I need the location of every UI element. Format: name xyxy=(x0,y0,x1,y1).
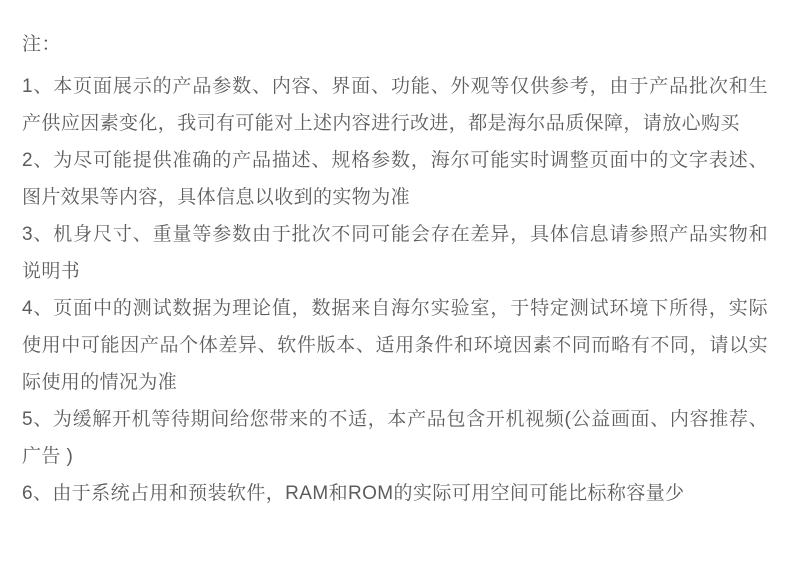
list-item: 5、为缓解开机等待期间给您带来的不适，本产品包含开机视频(公益画面、内容推荐、广告 ) xyxy=(22,409,768,467)
list-item: 2、为尽可能提供准确的产品描述、规格参数，海尔可能实时调整页面中的文字表述、图片效果等内容，具体信息以收到的实物为准 xyxy=(22,150,768,208)
list-item: 4、页面中的测试数据为理论值，数据来自海尔实验室，于特定测试环境下所得，实际使用中可能因产品个体差异、软件版本、适用条件和环境因素不同而略有不同，请以实际使用的情况为准 xyxy=(22,298,768,393)
page-title: 注： xyxy=(22,34,62,55)
list-item: 6、由于系统占用和预装软件，RAM和ROM的实际可用空间可能比标称容量少 xyxy=(22,483,685,504)
list-item: 3、机身尺寸、重量等参数由于批次不同可能会存在差异，具体信息请参照产品实物和说明书 xyxy=(22,224,768,282)
list-item: 1、本页面展示的产品参数、内容、界面、功能、外观等仅供参考，由于产品批次和生产供应因素变化，我司有可能对上述内容进行改进，都是海尔品质保障，请放心购买 xyxy=(22,76,768,134)
notice-list xyxy=(22,68,768,512)
